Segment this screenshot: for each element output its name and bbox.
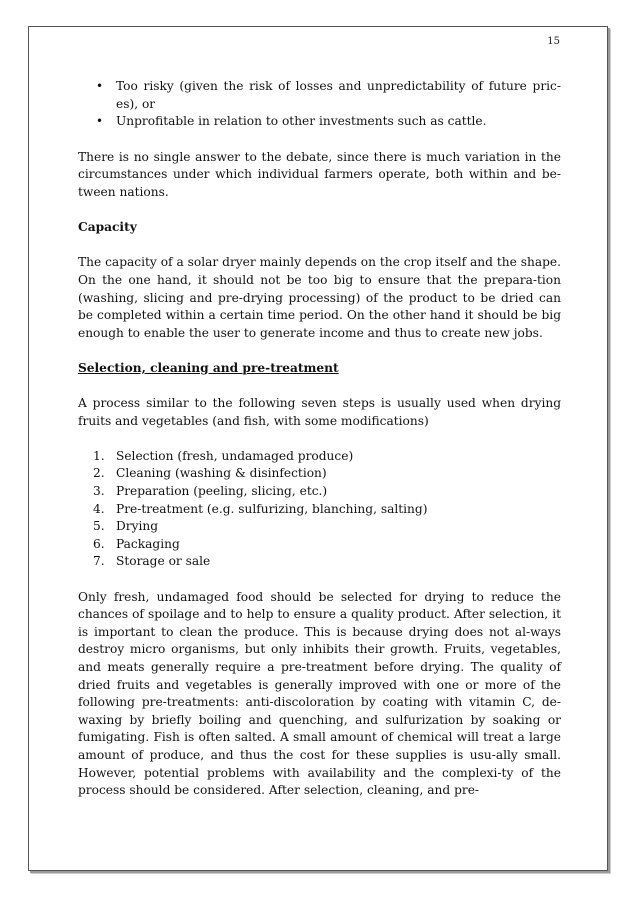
paragraph-capacity: The capacity of a solar dryer mainly depends on the crop itself and the shape. On the one hand, it should not be too big to ensure that the prepara-tion (washing, slicing and pre-drying processing) of the product to be dried can be completed within a certain time period. On the other hand it should be big enough to enable the user to generate income and thus to create new jobs.: [78, 255, 561, 340]
list-item: 6. Packaging: [93, 536, 180, 551]
list-item: • Too risky (given the risk of losses and unpredictability of future pric-es), or: [116, 78, 561, 113]
list-item: 3. Preparation (peeling, slicing, etc.): [93, 484, 328, 499]
list-item: 7. Storage or sale: [93, 554, 211, 569]
paragraph-fresh: Only fresh, undamaged food should be selected for drying to reduce the chances of spoilage and to help to ensure a quality product. After selection, it is important to clean the produce. This is because drying does not al-ways destroy micro organisms, but only inhibits their growth. Fruits, vegetables, and meats generally require a pre-treatment before drying. The quality of dried fruits and vegetables is generally improved with one or more of the following pre-treatments: anti-discoloration by coating with vitamin C, de-waxing by briefly boiling and quenching, and sulfurization by soaking or fumigating. Fish is often salted. A small amount of chemical will treat a large amount of produce, and thus the cost for these supplies is usu-ally small. However, potential problems with availability and the complexi-ty of the process should be considered. After selection, cleaning, and pre-: [78, 589, 561, 798]
list-item: 5. Drying: [93, 519, 159, 534]
list-item: 2. Cleaning (washing & disinfection): [93, 466, 327, 481]
list-item: 1. Selection (fresh, undamaged produce): [93, 448, 354, 463]
list-item: • Unprofitable in relation to other investments such as cattle.: [116, 113, 561, 131]
bullet-list: [78, 78, 561, 131]
list-item: 4. Pre-treatment (e.g. sulfurizing, blanching, salting): [93, 501, 428, 516]
paragraph-process: A process similar to the following seven steps is usually used when drying fruits and vegetables (and fish, with some modifications): [78, 396, 561, 428]
steps-list: [78, 448, 561, 571]
heading-capacity: Capacity: [78, 220, 137, 235]
page-number: 15: [547, 36, 560, 47]
heading-selection: Selection, cleaning and pre-treatment: [78, 360, 339, 375]
paragraph-debate: There is no single answer to the debate, since there is much variation in the circumstances under which individual farmers operate, both within and be-tween nations.: [78, 149, 561, 199]
page-content: [78, 78, 561, 800]
